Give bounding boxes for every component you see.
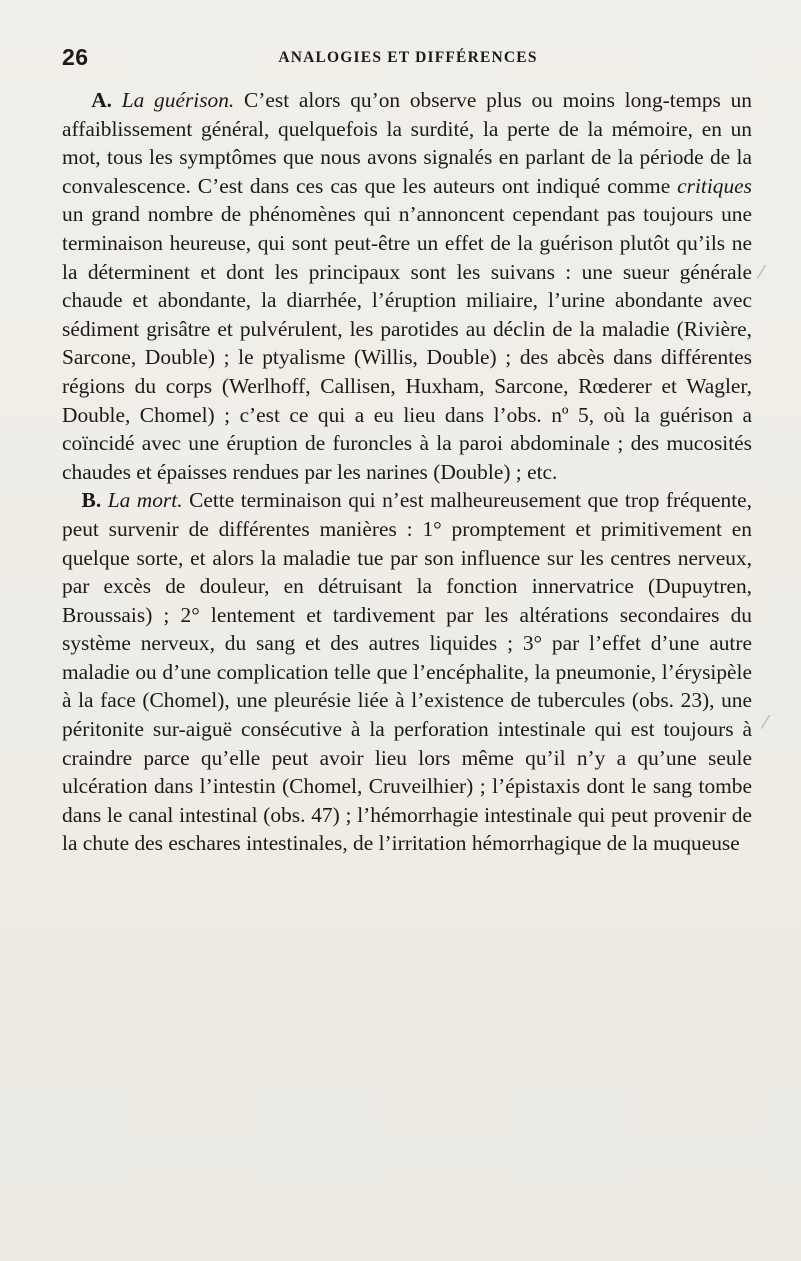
- section-b-title: La mort.: [107, 488, 183, 513]
- section-a-label: A.: [91, 88, 112, 112]
- section-b-label: B.: [81, 488, 102, 513]
- show-through-mark: ⁄: [760, 262, 764, 283]
- show-through-mark: ⁄: [764, 712, 768, 733]
- body-text: [62, 86, 752, 858]
- page-header: [62, 44, 754, 74]
- section-a-title: La guérison.: [121, 88, 235, 112]
- section-a-emphasis: critiques: [677, 173, 752, 198]
- running-head: ANALOGIES ET DIFFÉRENCES: [278, 49, 538, 66]
- section-a-text-1: C’est alors qu’on observe plus ou moins long-temps un affaiblissement général, quelquefois la surdité, la perte de la mémoire, en un mot, tous les symptômes que nous avons signalés en parlant de la période de la convalescence. C’est dans ces cas que les auteurs ont indiqué comme: [62, 88, 752, 198]
- page-number: 26: [62, 44, 89, 70]
- paragraph-mort: [62, 486, 752, 858]
- paragraph-guerison: [62, 86, 752, 486]
- section-b-text: Cette terminaison qui n’est malheureusement que trop fréquente, peut survenir de différentes manières : 1° promptement et primitivement en quelque sorte, et alors la maladie tue par son influence sur les centres nerveux, par excès de douleur, en détruisant la fonction innervatrice (Dupuytren, Broussais) ; 2° lentement et tardivement par les altérations secondaires du système nerveux, du sang et des autres liquides ; 3° par l’effet d’une autre maladie ou d’une complication telle que l’encéphalite, la pneumonie, l’érysipèle à la face (Chomel), une pleurésie liée à l’existence de tubercules (obs. 23), une péritonite sur-aiguë consécutive à la perforation intestinale qui est toujours à craindre parce qu’elle peut avoir lieu lors même qu’il n’y a qu’une seule ulcération dans l’intestin (Chomel, Cruveilhier) ; l’épistaxis dont le sang tombe dans le canal intestinal (obs. 47) ; l’hémorrhagie intestinale qui peut provenir de la chute des eschares intestinales, de l’irritation hémorrhagique de la muqueuse: [62, 488, 753, 856]
- section-a-text-2: un grand nombre de phénomènes qui n’annoncent cependant pas toujours une terminaison heureuse, qui sont peut-être un effet de la guérison plutôt qu’ils ne la déterminent et dont les principaux sont les suivans : une sueur générale chaude et abondante, la diarrhée, l’éruption miliaire, l’urine abondante avec sédiment grisâtre et pulvérulent, les parotides au déclin de la maladie (Rivière, Sarcone, Double) ; le ptyalisme (Willis, Double) ; des abcès dans différentes régions du corps (Werlhoff, Callisen, Huxham, Sarcone, Rœderer et Wagler, Double, Chomel) ; c’est ce qui a eu lieu dans l’obs. nº 5, où la guérison a coïncidé avec une éruption de furoncles à la paroi abdominale ; des mucosités chaudes et épaisses rendues par les narines (Double) ; etc.: [62, 202, 752, 484]
